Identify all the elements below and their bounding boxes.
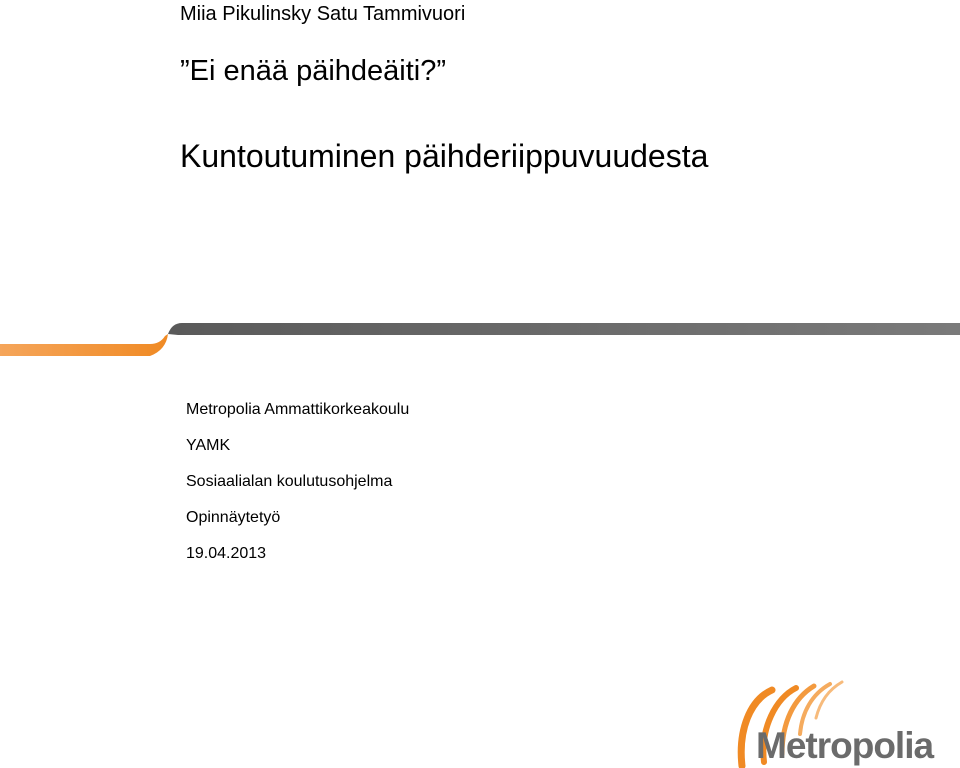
thesis-subtitle: Kuntoutuminen päihderiippuvuudesta: [180, 138, 709, 174]
meta-programme: Sosiaalialan koulutusohjelma: [186, 473, 393, 490]
band-gray-stripe: [168, 323, 960, 335]
metropolia-wordmark: Metropolia: [756, 725, 934, 766]
author-names: Miia Pikulinsky Satu Tammivuori: [180, 3, 466, 25]
thesis-meta-list: [186, 400, 409, 580]
thesis-title: ”Ei enää päihdeäiti?”: [180, 55, 447, 87]
meta-degree: YAMK: [186, 437, 231, 454]
decorative-band: [0, 318, 960, 360]
meta-school: Metropolia Ammattikorkeakoulu: [186, 401, 410, 418]
meta-date: 19.04.2013: [186, 545, 267, 562]
band-orange-stripe: [0, 334, 168, 356]
meta-work-type: Opinnäytetyö: [186, 509, 281, 526]
